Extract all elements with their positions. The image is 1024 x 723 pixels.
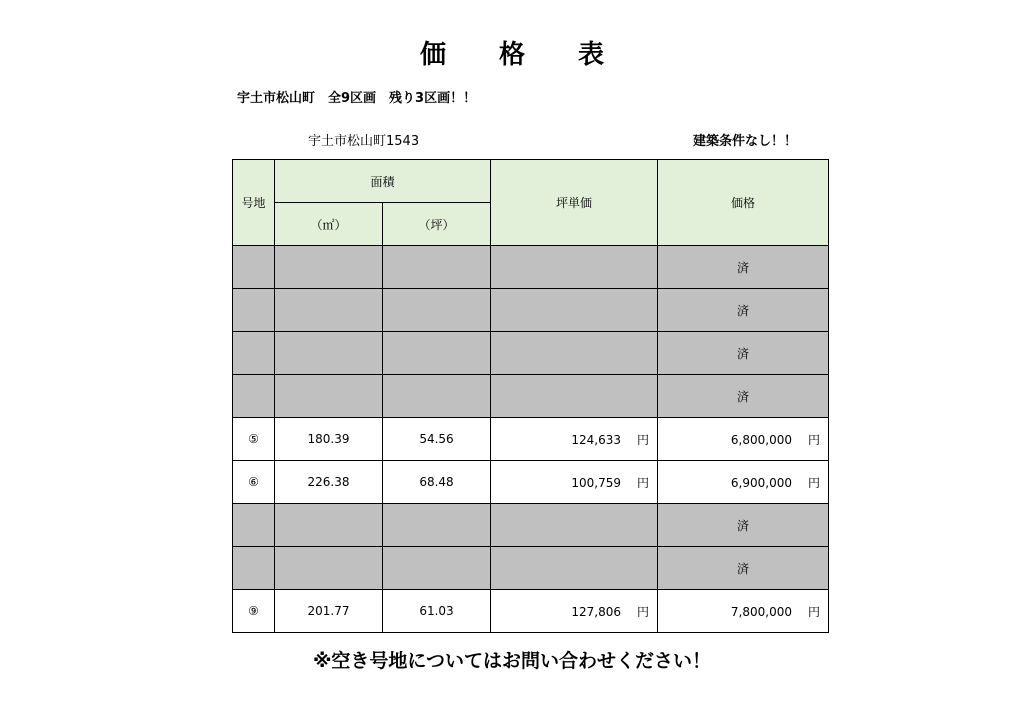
yen-unit: 円 xyxy=(636,604,649,619)
table-row xyxy=(233,504,829,547)
cell-status-sold: 済 xyxy=(658,547,829,590)
yen-unit: 円 xyxy=(636,475,649,490)
cell-area-tsubo xyxy=(383,504,491,547)
cell-unit-price xyxy=(491,375,658,418)
cell-lot xyxy=(233,332,275,375)
price-table xyxy=(232,159,829,633)
table-row xyxy=(233,289,829,332)
cell-unit-price xyxy=(491,332,658,375)
cell-unit-price xyxy=(491,289,658,332)
cell-area-m2 xyxy=(275,547,383,590)
price-value: 7,800,000 xyxy=(730,604,792,619)
cell-area-tsubo xyxy=(383,289,491,332)
header-area-m2: （㎡） xyxy=(275,203,383,246)
subtitle: 宇土市松山町 全9区画 残り3区画！！ xyxy=(237,91,477,106)
table-row xyxy=(233,461,829,504)
table-row xyxy=(233,375,829,418)
cell-price xyxy=(658,461,829,504)
cell-unit-price xyxy=(491,504,658,547)
cell-area-m2: 201.77 xyxy=(275,590,383,633)
cell-price xyxy=(658,418,829,461)
cell-lot xyxy=(233,547,275,590)
cell-unit-price xyxy=(491,547,658,590)
cell-unit-price xyxy=(491,590,658,633)
header-lot: 号地 xyxy=(233,160,275,246)
unit-price-value: 127,806 xyxy=(571,604,621,619)
price-value: 6,900,000 xyxy=(730,475,792,490)
cell-area-m2 xyxy=(275,289,383,332)
cell-unit-price xyxy=(491,246,658,289)
table-row xyxy=(233,246,829,289)
header-area: 面積 xyxy=(275,160,491,203)
cell-area-m2 xyxy=(275,332,383,375)
cell-status-sold: 済 xyxy=(658,289,829,332)
unit-price-value: 100,759 xyxy=(571,475,621,490)
cell-area-m2 xyxy=(275,504,383,547)
cell-area-m2: 226.38 xyxy=(275,461,383,504)
price-value: 6,800,000 xyxy=(730,432,792,447)
cell-unit-price xyxy=(491,461,658,504)
cell-area-tsubo xyxy=(383,246,491,289)
table-row xyxy=(233,418,829,461)
footer-note: ※空き号地についてはお問い合わせください！ xyxy=(312,650,712,672)
yen-unit: 円 xyxy=(636,432,649,447)
cell-area-tsubo: 54.56 xyxy=(383,418,491,461)
price-table-body xyxy=(233,246,829,633)
cell-lot xyxy=(233,289,275,332)
yen-unit: 円 xyxy=(807,432,820,447)
cell-area-tsubo xyxy=(383,547,491,590)
cell-lot: ⑤ xyxy=(233,418,275,461)
page-title: 価 格 表 xyxy=(419,40,627,70)
cell-area-tsubo: 61.03 xyxy=(383,590,491,633)
table-row xyxy=(233,547,829,590)
cell-lot xyxy=(233,246,275,289)
cell-area-m2 xyxy=(275,375,383,418)
cell-lot xyxy=(233,375,275,418)
header-unit-price: 坪単価 xyxy=(491,160,658,246)
table-row xyxy=(233,332,829,375)
cell-price xyxy=(658,590,829,633)
yen-unit: 円 xyxy=(807,604,820,619)
cell-lot: ⑨ xyxy=(233,590,275,633)
cell-lot: ⑥ xyxy=(233,461,275,504)
cell-status-sold: 済 xyxy=(658,246,829,289)
header-price: 価格 xyxy=(658,160,829,246)
unit-price-value: 124,633 xyxy=(571,432,621,447)
cell-unit-price xyxy=(491,418,658,461)
cell-area-tsubo xyxy=(383,375,491,418)
yen-unit: 円 xyxy=(807,475,820,490)
cell-area-m2 xyxy=(275,246,383,289)
cell-status-sold: 済 xyxy=(658,332,829,375)
header-area-tsubo: （坪） xyxy=(383,203,491,246)
cell-area-m2: 180.39 xyxy=(275,418,383,461)
cell-status-sold: 済 xyxy=(658,375,829,418)
address: 宇土市松山町1543 xyxy=(308,134,420,149)
cell-status-sold: 済 xyxy=(658,504,829,547)
building-condition: 建築条件なし！！ xyxy=(693,134,798,149)
cell-area-tsubo: 68.48 xyxy=(383,461,491,504)
table-row xyxy=(233,590,829,633)
cell-lot xyxy=(233,504,275,547)
cell-area-tsubo xyxy=(383,332,491,375)
